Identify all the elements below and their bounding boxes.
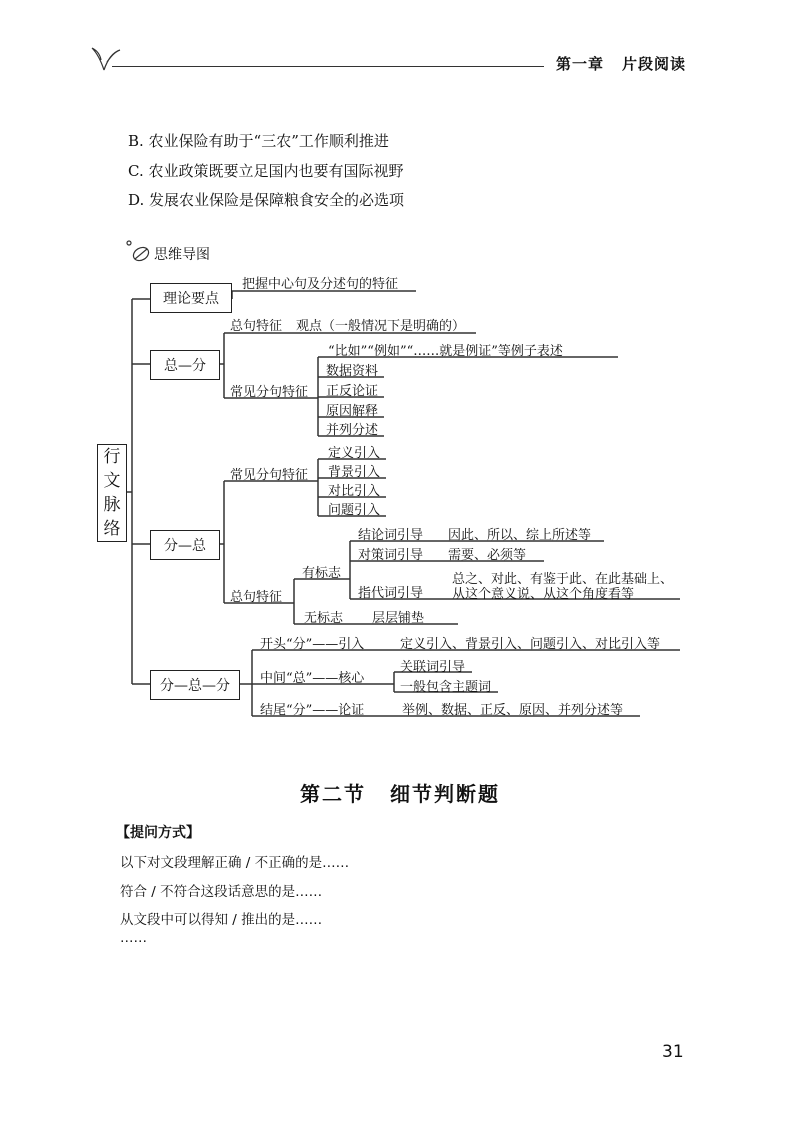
question-item: …… <box>120 930 147 946</box>
fzf-start-label: 开头“分”——引入 <box>260 637 365 652</box>
zongfen-sub-label: 常见分句特征 <box>230 385 309 400</box>
marked-item-name: 指代词引导 <box>358 586 424 601</box>
question-heading: 【提问方式】 <box>116 825 200 841</box>
root-char: 行 <box>103 447 121 467</box>
fenzong-item: 定义引入 <box>328 446 381 461</box>
theory-desc: 把握中心句及分述句的特征 <box>242 277 399 292</box>
mindmap-root <box>97 444 127 542</box>
root-char: 文 <box>103 471 121 491</box>
zongfen-item: 数据资料 <box>326 364 379 379</box>
root-char: 脉 <box>103 495 121 515</box>
option-d: D. 发展农业保险是保障粮食安全的必选项 <box>128 191 405 209</box>
zongfen-item: 原因解释 <box>326 404 379 419</box>
fenzong-topic-label: 总句特征 <box>230 590 283 605</box>
mindmap-title: 思维导图 <box>154 247 210 263</box>
marked-item-desc: 需要、必须等 <box>448 548 527 563</box>
theory-box: 理论要点 <box>150 283 232 313</box>
zongfen-item: 正反论证 <box>326 384 379 399</box>
unmarked-desc: 层层铺垫 <box>372 611 425 626</box>
fzf-end-desc: 举例、数据、正反、原因、并列分述等 <box>402 703 624 718</box>
page-number: 31 <box>662 1042 684 1062</box>
option-c: C. 农业政策既要立足国内也要有国际视野 <box>128 162 404 180</box>
root-char: 络 <box>103 519 121 539</box>
section-title <box>0 778 800 807</box>
question-item: 以下对文段理解正确 / 不正确的是…… <box>120 855 350 871</box>
fzf-end-label: 结尾“分”——论证 <box>260 703 365 718</box>
fenzong-sub-label: 常见分句特征 <box>230 468 309 483</box>
zongfen-box: 总—分 <box>150 350 220 380</box>
section-label: 片段阅读 <box>622 55 687 73</box>
zongfen-item: 并列分述 <box>326 423 379 438</box>
chapter-label: 第一章 <box>556 55 605 73</box>
question-item: 从文段中可以得知 / 推出的是…… <box>120 912 323 928</box>
header-rule <box>112 66 544 67</box>
marked-item-desc: 因此、所以、综上所述等 <box>448 528 592 543</box>
marked-item-desc: 从这个意义说、从这个角度看等 <box>452 587 635 602</box>
fenzong-item: 背景引入 <box>328 465 381 480</box>
fenzong-item: 对比引入 <box>328 484 381 499</box>
fenzong-item: 问题引入 <box>328 503 381 518</box>
zongfen-topic-label: 总句特征 <box>230 319 283 334</box>
header-title <box>556 53 686 74</box>
fzf-mid-label: 中间“总”——核心 <box>260 671 365 686</box>
marked-item-name: 结论词引导 <box>358 528 424 543</box>
marked-item-name: 对策词引导 <box>358 548 424 563</box>
zongfen-sub-desc: “比如”“例如”“……就是例证”等例子表述 <box>328 344 563 359</box>
section-name: 细节判断题 <box>390 782 500 806</box>
section-number: 第二节 <box>300 782 366 806</box>
marked-label: 有标志 <box>302 566 342 581</box>
fzf-start-desc: 定义引入、背景引入、问题引入、对比引入等 <box>400 637 661 652</box>
question-item: 符合 / 不符合这段话意思的是…… <box>120 884 323 900</box>
marked-item-desc: 总之、对此、有鉴于此、在此基础上、 <box>452 572 674 587</box>
fenzong-box: 分—总 <box>150 530 220 560</box>
fzf-mid-item: 一般包含主题词 <box>400 680 492 695</box>
unmarked-label: 无标志 <box>304 611 344 626</box>
zongfen-topic-desc: 观点（一般情况下是明确的） <box>296 319 466 334</box>
fzf-box: 分—总—分 <box>150 670 240 700</box>
option-b: B. 农业保险有助于“三农”工作顺利推进 <box>128 132 389 150</box>
fzf-mid-item: 关联词引导 <box>400 660 466 675</box>
